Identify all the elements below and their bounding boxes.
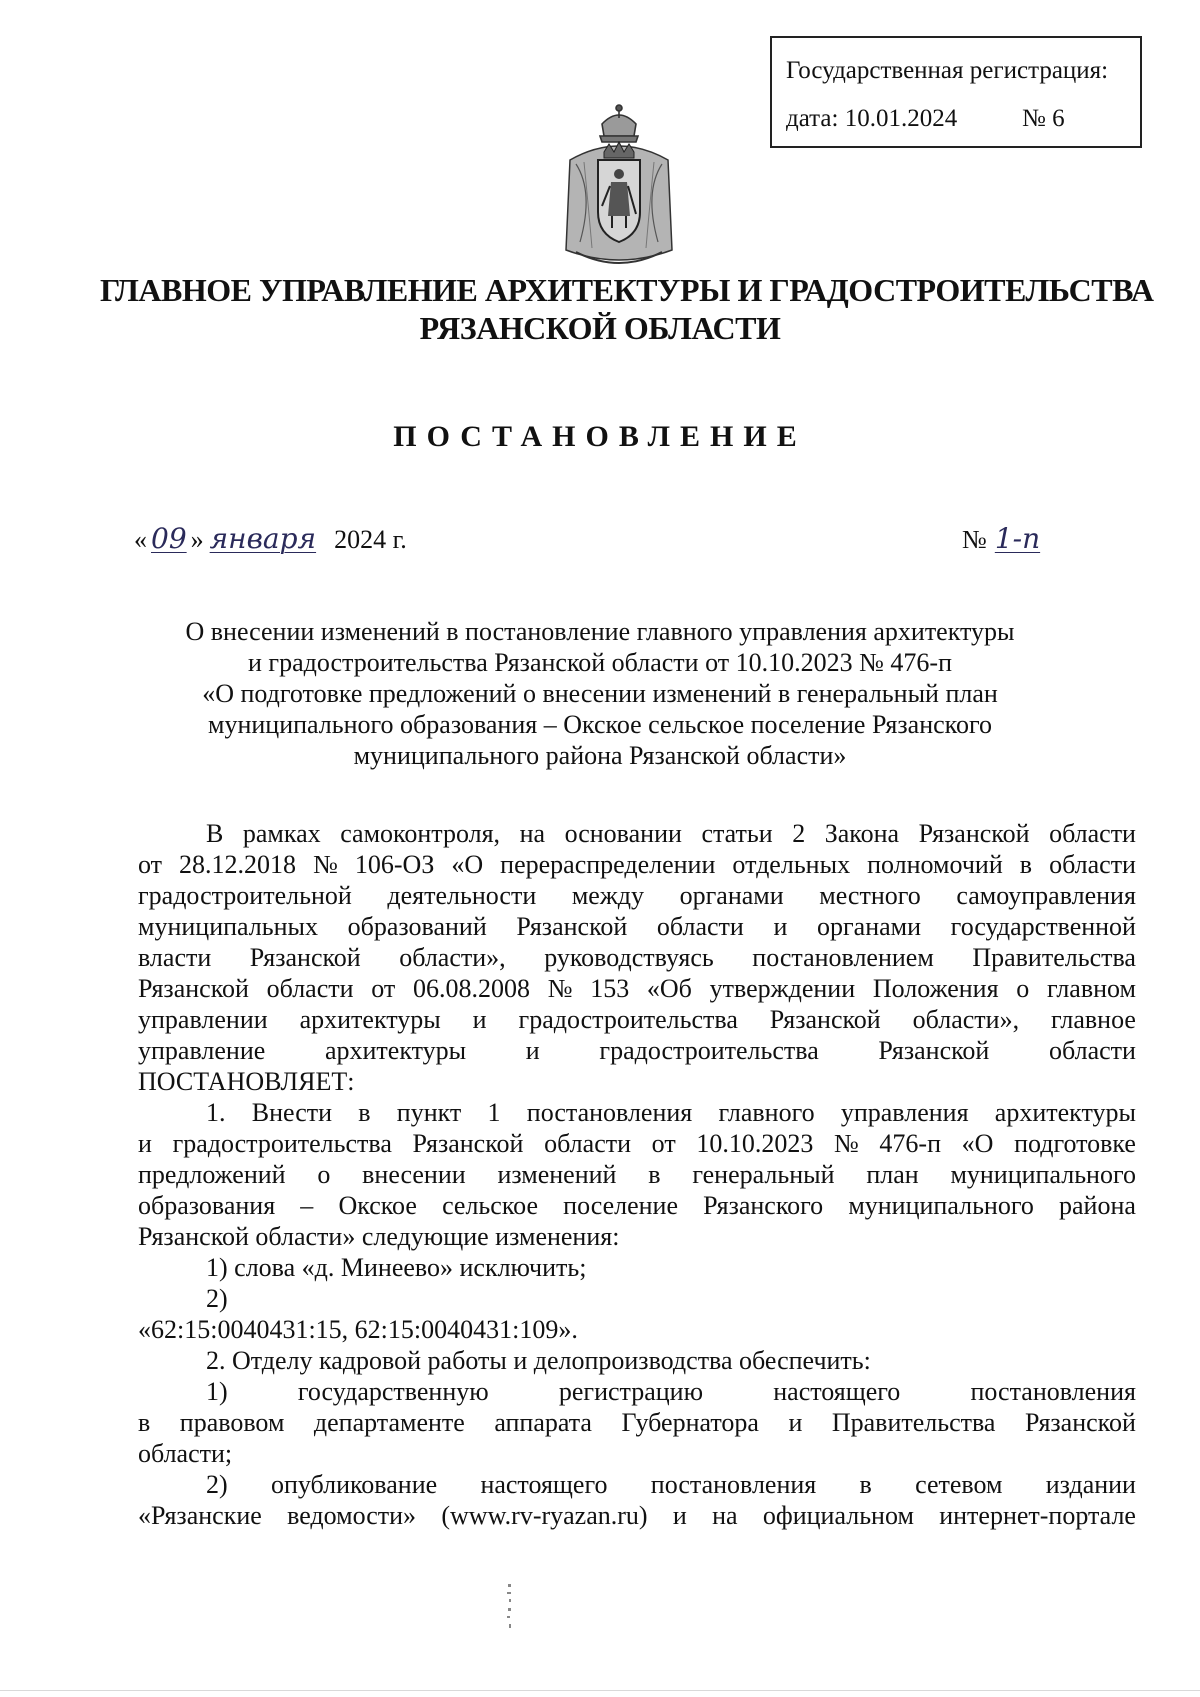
word: план <box>866 1160 919 1189</box>
word: Положения <box>872 974 999 1003</box>
item-2-sub-2-spread <box>138 1469 1136 1500</box>
body-line <box>138 1190 1136 1221</box>
word: интернет-портале <box>939 1501 1136 1530</box>
word: области <box>656 912 744 941</box>
item-2: 2. Отделу кадровой работы и делопроизводства обеспечить: <box>206 1346 871 1375</box>
decree-word: ПОСТАНОВЛЯЕТ: <box>138 1067 355 1096</box>
body-line <box>138 1500 1136 1531</box>
word: и <box>138 1129 152 1158</box>
word: «Об <box>646 974 692 1003</box>
subject-line: и градостроительства Рязанской области от 10.10.2023 № 476-п <box>248 648 952 677</box>
word: Рязанской <box>769 1005 881 1034</box>
decree-number <box>962 522 1105 555</box>
word: и <box>773 912 788 941</box>
word: Правительства <box>831 1408 996 1437</box>
body-line <box>138 1407 1136 1438</box>
word: Рязанской <box>878 1036 990 1065</box>
word: и <box>472 1005 487 1034</box>
word: официальном <box>762 1501 914 1530</box>
word: «Рязанские <box>138 1501 262 1530</box>
decree-subject <box>140 616 1060 771</box>
subject-line: муниципального района Рязанской области» <box>353 741 847 770</box>
word: градостроительства <box>172 1129 392 1158</box>
word: (www.rv-ryazan.ru) <box>441 1501 648 1530</box>
word: области <box>266 974 354 1003</box>
word: Рязанской <box>918 819 1030 848</box>
word: 1. <box>206 1098 226 1127</box>
word: В <box>206 819 224 848</box>
subject-line: муниципального образования – Окское сельское поселение Рязанского <box>208 710 992 739</box>
organization-title-line-1: ГЛАВНОЕ УПРАВЛЕНИЕ АРХИТЕКТУРЫ И ГРАДОСТРОИТЕЛЬСТВА <box>100 272 1154 308</box>
word: утверждении <box>709 974 856 1003</box>
organization-title-line-2: РЯЗАНСКОЙ ОБЛАСТИ <box>419 310 781 346</box>
word: управлении <box>138 1005 268 1034</box>
word: о <box>1016 974 1030 1003</box>
word: 2 <box>792 819 806 848</box>
word: – <box>300 1191 314 1220</box>
word: издании <box>1045 1470 1136 1499</box>
word: № <box>833 1129 859 1158</box>
word: опубликование <box>270 1470 438 1499</box>
word: в <box>358 1098 371 1127</box>
word: градостроительства <box>518 1005 738 1034</box>
word: Рязанской <box>1024 1408 1136 1437</box>
word: градостроительной <box>138 881 352 910</box>
word: на <box>712 1501 738 1530</box>
word: Правительства <box>972 943 1136 972</box>
word: департаменте <box>313 1408 465 1437</box>
word: 153 <box>590 974 630 1003</box>
word: органами <box>817 912 922 941</box>
word: генеральный <box>692 1160 835 1189</box>
word: поселение <box>563 1191 678 1220</box>
word: от <box>651 1129 676 1158</box>
word: образований <box>347 912 487 941</box>
sub-item-1: 1) слова «д. Минеево» исключить; <box>206 1253 587 1282</box>
word: органами <box>679 881 784 910</box>
word: власти <box>138 943 212 972</box>
word: руководствуясь <box>544 943 714 972</box>
registration-title: Государственная регистрация: <box>786 57 1109 84</box>
word: государственную <box>297 1377 489 1406</box>
word: управления <box>840 1098 969 1127</box>
date-quote-open: « <box>134 525 147 554</box>
word: настоящего <box>480 1470 608 1499</box>
body-line <box>138 973 1136 1004</box>
number-label: № <box>962 525 987 554</box>
word: и <box>525 1036 540 1065</box>
word: внесении <box>362 1160 466 1189</box>
word: № <box>547 974 573 1003</box>
date-day-handwritten: 09 <box>151 522 187 555</box>
body-line <box>138 818 1136 849</box>
word: постановления <box>650 1470 817 1499</box>
registration-date: дата: 10.01.2024 <box>786 105 958 132</box>
page-edge-line <box>0 1690 1200 1691</box>
word: муниципальных <box>138 912 319 941</box>
word: 10.10.2023 <box>696 1129 814 1158</box>
word: Внести <box>251 1098 333 1127</box>
word: и <box>788 1408 803 1437</box>
word: «О <box>451 850 484 879</box>
word: 1) <box>206 1377 228 1406</box>
word: 2) <box>206 1470 228 1499</box>
word: аппарата <box>494 1408 592 1437</box>
word: самоуправления <box>956 881 1136 910</box>
decree-body <box>138 818 1136 1531</box>
word: 28.12.2018 <box>179 850 297 879</box>
word: постановления <box>526 1098 693 1127</box>
word: архитектуры <box>324 1036 467 1065</box>
word: предложений <box>138 1160 286 1189</box>
word: отдельных <box>732 850 851 879</box>
word: о <box>317 1160 331 1189</box>
body-line <box>138 849 1136 880</box>
registration-stamp <box>770 36 1142 148</box>
word: статьи <box>701 819 773 848</box>
word: Губернатора <box>621 1408 759 1437</box>
word: полномочий <box>867 850 1003 879</box>
word: в <box>1019 850 1033 879</box>
word: 2) <box>206 1284 228 1313</box>
word: постановления <box>970 1377 1136 1406</box>
word: и <box>672 1501 687 1530</box>
body-line <box>138 1097 1136 1128</box>
word: регистрацию <box>558 1377 704 1406</box>
word: области <box>1049 1036 1136 1065</box>
word: деятельности <box>387 881 537 910</box>
word: № <box>313 850 338 879</box>
word: подготовке <box>1014 1129 1136 1158</box>
word: в <box>138 1408 151 1437</box>
body-line <box>138 911 1136 942</box>
date-month-handwritten: января <box>209 522 317 555</box>
item-2-sub-1-spread <box>138 1376 1136 1407</box>
word: рамках <box>242 819 321 848</box>
word: государственной <box>950 912 1136 941</box>
word: Окское <box>338 1191 417 1220</box>
word: 06.08.2008 <box>412 974 530 1003</box>
word: настоящего <box>773 1377 901 1406</box>
body-line: Рязанской области» следующие изменения: <box>138 1222 620 1251</box>
word: от <box>138 850 163 879</box>
word: 106-ОЗ <box>354 850 435 879</box>
word: главное <box>1051 1005 1136 1034</box>
subject-line: «О подготовке предложений о внесении изменений в генеральный план <box>202 679 998 708</box>
word: Рязанской <box>138 974 249 1003</box>
body-line <box>138 1128 1136 1159</box>
word: Закона <box>824 819 900 848</box>
number-handwritten: 1-п <box>994 522 1041 555</box>
word: образования <box>138 1191 276 1220</box>
word: ведомости» <box>287 1501 417 1530</box>
word: управление <box>138 1036 266 1065</box>
word: сельское <box>442 1191 539 1220</box>
word: в <box>648 1160 661 1189</box>
body-line <box>138 1004 1136 1035</box>
word: области <box>1049 819 1136 848</box>
scan-artifact-mark <box>506 1584 514 1630</box>
word: в <box>859 1470 872 1499</box>
word: муниципального <box>950 1160 1136 1189</box>
word: между <box>571 881 645 910</box>
word: Рязанской <box>249 943 361 972</box>
subject-line: О внесении изменений в постановление главного управления архитектуры <box>185 617 1015 646</box>
word: архитектуры <box>299 1005 441 1034</box>
ryazan-coat-of-arms-icon <box>554 102 684 272</box>
word: от <box>371 974 396 1003</box>
body-line <box>138 880 1136 911</box>
word: градостроительства <box>599 1036 819 1065</box>
body-line: «62:15:0040431:15, 62:15:0040431:109». <box>138 1315 578 1344</box>
word: местного <box>819 881 921 910</box>
word: пункт <box>396 1098 462 1127</box>
word: на <box>519 819 546 848</box>
word: основании <box>564 819 682 848</box>
decree-date <box>134 522 407 555</box>
word: самоконтроля, <box>340 819 501 848</box>
word: Рязанского <box>703 1191 824 1220</box>
sub-item-2-spread <box>138 1283 1136 1314</box>
body-line <box>138 942 1136 973</box>
document-type: ПОСТАНОВЛЕНИЕ <box>393 420 807 453</box>
word: архитектуры <box>994 1098 1136 1127</box>
word: главного <box>718 1098 815 1127</box>
word: области <box>1049 850 1136 879</box>
word: Рязанской <box>516 912 628 941</box>
word: района <box>1059 1191 1136 1220</box>
word: «О <box>961 1129 994 1158</box>
word: 1 <box>487 1098 501 1127</box>
word: области <box>544 1129 632 1158</box>
body-line-spread <box>138 1035 1136 1066</box>
word: сетевом <box>915 1470 1003 1499</box>
word: муниципального <box>848 1191 1034 1220</box>
body-line <box>138 1159 1136 1190</box>
word: области», <box>912 1005 1020 1034</box>
word: изменений <box>497 1160 617 1189</box>
word: перераспределении <box>500 850 716 879</box>
registration-number: № 6 <box>1022 105 1065 132</box>
word: постановлением <box>752 943 934 972</box>
body-line: области; <box>138 1439 233 1468</box>
word: главном <box>1046 974 1136 1003</box>
word: Рязанской <box>412 1129 524 1158</box>
word: области», <box>399 943 506 972</box>
word: правовом <box>179 1408 285 1437</box>
date-quote-close: » <box>190 525 204 554</box>
word: 476-п <box>879 1129 941 1158</box>
date-year: 2024 г. <box>334 525 407 554</box>
